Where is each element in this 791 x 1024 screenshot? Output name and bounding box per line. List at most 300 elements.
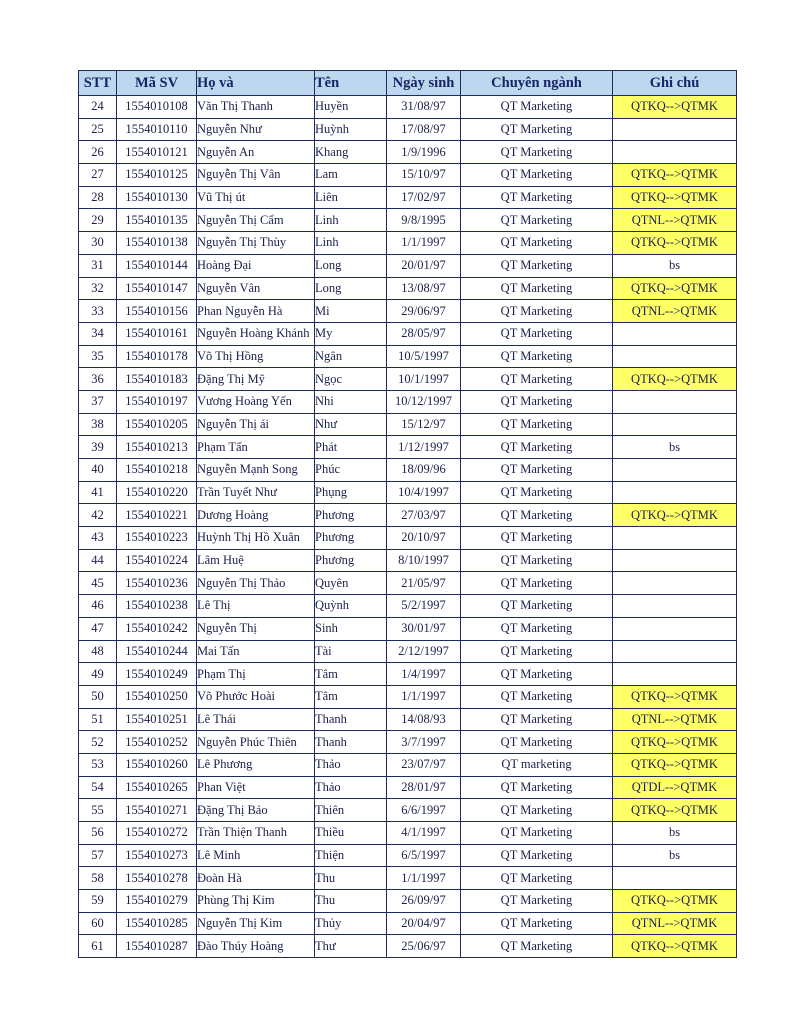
cell-ten: Quyên [315, 572, 387, 595]
cell-stt: 39 [79, 436, 117, 459]
table-row [79, 277, 737, 300]
cell-ma-sv: 1554010156 [117, 300, 197, 323]
cell-ngay-sinh: 15/10/97 [387, 164, 461, 187]
cell-ten: Phúc [315, 459, 387, 482]
cell-stt: 34 [79, 322, 117, 345]
cell-ma-sv: 1554010224 [117, 549, 197, 572]
cell-ma-sv: 1554010144 [117, 254, 197, 277]
cell-ma-sv: 1554010135 [117, 209, 197, 232]
cell-ghi-chu: QTKQ-->QTMK [613, 935, 737, 958]
cell-ten: Thảo [315, 776, 387, 799]
cell-ngay-sinh: 29/06/97 [387, 300, 461, 323]
cell-ma-sv: 1554010108 [117, 96, 197, 119]
cell-ho-va: Nguyễn Thị Kim [197, 912, 315, 935]
cell-ho-va: Hoàng Đại [197, 254, 315, 277]
cell-ma-sv: 1554010178 [117, 345, 197, 368]
cell-ho-va: Mai Tấn [197, 640, 315, 663]
table-row [79, 413, 737, 436]
cell-ghi-chu: QTKQ-->QTMK [613, 164, 737, 187]
table-row [79, 890, 737, 913]
cell-ngay-sinh: 31/08/97 [387, 96, 461, 119]
table-row [79, 481, 737, 504]
cell-ghi-chu [613, 118, 737, 141]
cell-ten: Thiên [315, 799, 387, 822]
cell-ghi-chu: QTKQ-->QTMK [613, 277, 737, 300]
cell-ngay-sinh: 8/10/1997 [387, 549, 461, 572]
cell-ten: Phụng [315, 481, 387, 504]
table-row [79, 731, 737, 754]
cell-ghi-chu: QTKQ-->QTMK [613, 799, 737, 822]
cell-ten: Long [315, 254, 387, 277]
cell-ghi-chu: QTKQ-->QTMK [613, 96, 737, 119]
cell-stt: 54 [79, 776, 117, 799]
cell-stt: 51 [79, 708, 117, 731]
header-ngay-sinh: Ngày sinh [387, 71, 461, 96]
cell-ten: Thiện [315, 844, 387, 867]
cell-stt: 45 [79, 572, 117, 595]
cell-stt: 28 [79, 186, 117, 209]
cell-ngay-sinh: 10/12/1997 [387, 390, 461, 413]
cell-stt: 33 [79, 300, 117, 323]
cell-stt: 58 [79, 867, 117, 890]
cell-chuyen-nganh: QT Marketing [461, 799, 613, 822]
cell-ngay-sinh: 6/5/1997 [387, 844, 461, 867]
header-row [79, 71, 737, 96]
cell-chuyen-nganh: QT Marketing [461, 890, 613, 913]
cell-stt: 38 [79, 413, 117, 436]
cell-ten: Phương [315, 549, 387, 572]
cell-stt: 55 [79, 799, 117, 822]
cell-ho-va: Nguyễn Mạnh Song [197, 459, 315, 482]
cell-ma-sv: 1554010238 [117, 595, 197, 618]
cell-ghi-chu: bs [613, 436, 737, 459]
cell-chuyen-nganh: QT Marketing [461, 685, 613, 708]
cell-ngay-sinh: 17/08/97 [387, 118, 461, 141]
cell-ho-va: Lê Phương [197, 753, 315, 776]
cell-ghi-chu: QTKQ-->QTMK [613, 685, 737, 708]
header-stt: STT [79, 71, 117, 96]
cell-ma-sv: 1554010121 [117, 141, 197, 164]
cell-chuyen-nganh: QT Marketing [461, 617, 613, 640]
cell-ten: Thảo [315, 753, 387, 776]
cell-ho-va: Phạm Tấn [197, 436, 315, 459]
cell-ghi-chu [613, 345, 737, 368]
cell-ho-va: Nguyễn Như [197, 118, 315, 141]
cell-ten: Phát [315, 436, 387, 459]
table-row [79, 867, 737, 890]
cell-ho-va: Võ Phước Hoài [197, 685, 315, 708]
cell-ghi-chu [613, 663, 737, 686]
table-row [79, 322, 737, 345]
table-row [79, 390, 737, 413]
cell-ngay-sinh: 20/01/97 [387, 254, 461, 277]
table-row [79, 436, 737, 459]
cell-ho-va: Vũ Thị út [197, 186, 315, 209]
cell-ho-va: Phùng Thị Kim [197, 890, 315, 913]
cell-ten: Thiều [315, 822, 387, 845]
table-row [79, 368, 737, 391]
cell-ma-sv: 1554010251 [117, 708, 197, 731]
cell-chuyen-nganh: QT Marketing [461, 164, 613, 187]
cell-ghi-chu: QTKQ-->QTMK [613, 753, 737, 776]
cell-chuyen-nganh: QT Marketing [461, 572, 613, 595]
cell-ghi-chu [613, 527, 737, 550]
cell-ghi-chu [613, 595, 737, 618]
cell-ho-va: Nguyễn Thị [197, 617, 315, 640]
cell-ten: Ngân [315, 345, 387, 368]
cell-stt: 42 [79, 504, 117, 527]
cell-ngay-sinh: 18/09/96 [387, 459, 461, 482]
cell-ma-sv: 1554010250 [117, 685, 197, 708]
cell-ngay-sinh: 20/04/97 [387, 912, 461, 935]
table-row [79, 549, 737, 572]
cell-stt: 49 [79, 663, 117, 686]
cell-ghi-chu: bs [613, 254, 737, 277]
cell-ma-sv: 1554010183 [117, 368, 197, 391]
cell-chuyen-nganh: QT Marketing [461, 595, 613, 618]
cell-stt: 61 [79, 935, 117, 958]
cell-chuyen-nganh: QT Marketing [461, 186, 613, 209]
table-body [79, 96, 737, 958]
table-row [79, 459, 737, 482]
table-row [79, 708, 737, 731]
cell-ngay-sinh: 15/12/97 [387, 413, 461, 436]
cell-ghi-chu [613, 322, 737, 345]
cell-ho-va: Nguyễn An [197, 141, 315, 164]
cell-chuyen-nganh: QT Marketing [461, 96, 613, 119]
cell-ghi-chu: bs [613, 844, 737, 867]
cell-ma-sv: 1554010249 [117, 663, 197, 686]
cell-chuyen-nganh: QT Marketing [461, 867, 613, 890]
cell-ma-sv: 1554010125 [117, 164, 197, 187]
cell-chuyen-nganh: QT Marketing [461, 459, 613, 482]
table-row [79, 595, 737, 618]
cell-stt: 37 [79, 390, 117, 413]
cell-ngay-sinh: 1/1/1997 [387, 685, 461, 708]
table-row [79, 504, 737, 527]
cell-ten: Tâm [315, 663, 387, 686]
cell-ma-sv: 1554010205 [117, 413, 197, 436]
table-header [79, 71, 737, 96]
cell-ghi-chu [613, 390, 737, 413]
cell-ma-sv: 1554010244 [117, 640, 197, 663]
cell-ngay-sinh: 2/12/1997 [387, 640, 461, 663]
cell-ho-va: Phan Nguyễn Hà [197, 300, 315, 323]
cell-ngay-sinh: 1/12/1997 [387, 436, 461, 459]
cell-ho-va: Huỳnh Thị Hồ Xuân [197, 527, 315, 550]
cell-ngay-sinh: 13/08/97 [387, 277, 461, 300]
cell-ho-va: Nguyễn Thị Cẩm [197, 209, 315, 232]
cell-stt: 60 [79, 912, 117, 935]
cell-chuyen-nganh: QT Marketing [461, 731, 613, 754]
header-ghi-chu: Ghi chú [613, 71, 737, 96]
cell-chuyen-nganh: QT Marketing [461, 708, 613, 731]
cell-ho-va: Nguyễn Thị Thùy [197, 232, 315, 255]
cell-ho-va: Phạm Thị [197, 663, 315, 686]
cell-ma-sv: 1554010242 [117, 617, 197, 640]
cell-ngay-sinh: 10/4/1997 [387, 481, 461, 504]
cell-chuyen-nganh: QT Marketing [461, 935, 613, 958]
cell-ma-sv: 1554010220 [117, 481, 197, 504]
cell-chuyen-nganh: QT Marketing [461, 663, 613, 686]
table-row [79, 118, 737, 141]
cell-ten: Tài [315, 640, 387, 663]
cell-stt: 56 [79, 822, 117, 845]
cell-ten: Như [315, 413, 387, 436]
cell-ten: Linh [315, 232, 387, 255]
cell-chuyen-nganh: QT Marketing [461, 776, 613, 799]
cell-ma-sv: 1554010223 [117, 527, 197, 550]
cell-stt: 35 [79, 345, 117, 368]
cell-ten: Long [315, 277, 387, 300]
cell-ten: Thu [315, 890, 387, 913]
cell-stt: 29 [79, 209, 117, 232]
cell-chuyen-nganh: QT Marketing [461, 481, 613, 504]
cell-chuyen-nganh: QT Marketing [461, 209, 613, 232]
cell-ma-sv: 1554010221 [117, 504, 197, 527]
cell-ma-sv: 1554010265 [117, 776, 197, 799]
cell-ngay-sinh: 5/2/1997 [387, 595, 461, 618]
table-row [79, 617, 737, 640]
cell-ho-va: Nguyễn Vân [197, 277, 315, 300]
cell-ghi-chu: QTNL-->QTMK [613, 912, 737, 935]
cell-stt: 46 [79, 595, 117, 618]
cell-ho-va: Trần Tuyết Như [197, 481, 315, 504]
cell-ten: Quỳnh [315, 595, 387, 618]
cell-ho-va: Nguyễn Thị Thảo [197, 572, 315, 595]
cell-ghi-chu: QTKQ-->QTMK [613, 731, 737, 754]
cell-stt: 59 [79, 890, 117, 913]
cell-ghi-chu [613, 867, 737, 890]
table-row [79, 186, 737, 209]
cell-ma-sv: 1554010271 [117, 799, 197, 822]
table-row [79, 685, 737, 708]
cell-ten: Mi [315, 300, 387, 323]
cell-ghi-chu [613, 481, 737, 504]
cell-stt: 41 [79, 481, 117, 504]
cell-stt: 30 [79, 232, 117, 255]
cell-ma-sv: 1554010273 [117, 844, 197, 867]
cell-ho-va: Trần Thiện Thanh [197, 822, 315, 845]
cell-chuyen-nganh: QT Marketing [461, 640, 613, 663]
table-row [79, 844, 737, 867]
cell-ho-va: Nguyễn Thị Vân [197, 164, 315, 187]
cell-chuyen-nganh: QT marketing [461, 753, 613, 776]
cell-ghi-chu: QTNL-->QTMK [613, 209, 737, 232]
cell-ngay-sinh: 25/06/97 [387, 935, 461, 958]
cell-ma-sv: 1554010252 [117, 731, 197, 754]
table-row [79, 776, 737, 799]
cell-ngay-sinh: 10/5/1997 [387, 345, 461, 368]
cell-ghi-chu [613, 413, 737, 436]
cell-ma-sv: 1554010236 [117, 572, 197, 595]
cell-ten: Liên [315, 186, 387, 209]
cell-ten: Phương [315, 504, 387, 527]
table-row [79, 753, 737, 776]
cell-ten: Huyền [315, 96, 387, 119]
cell-chuyen-nganh: QT Marketing [461, 254, 613, 277]
cell-ngay-sinh: 27/03/97 [387, 504, 461, 527]
cell-ngay-sinh: 17/02/97 [387, 186, 461, 209]
cell-ghi-chu: QTKQ-->QTMK [613, 186, 737, 209]
table-row [79, 912, 737, 935]
cell-ho-va: Lâm Huệ [197, 549, 315, 572]
cell-ghi-chu [613, 549, 737, 572]
cell-ghi-chu: QTKQ-->QTMK [613, 504, 737, 527]
cell-stt: 44 [79, 549, 117, 572]
cell-chuyen-nganh: QT Marketing [461, 504, 613, 527]
cell-ngay-sinh: 1/4/1997 [387, 663, 461, 686]
cell-ghi-chu: QTKQ-->QTMK [613, 232, 737, 255]
cell-ho-va: Lê Minh [197, 844, 315, 867]
cell-chuyen-nganh: QT Marketing [461, 822, 613, 845]
cell-ten: Thủy [315, 912, 387, 935]
cell-stt: 50 [79, 685, 117, 708]
cell-ho-va: Võ Thị Hồng [197, 345, 315, 368]
header-chuyen-nganh: Chuyên ngành [461, 71, 613, 96]
cell-stt: 43 [79, 527, 117, 550]
table-row [79, 254, 737, 277]
cell-ma-sv: 1554010197 [117, 390, 197, 413]
cell-chuyen-nganh: QT Marketing [461, 368, 613, 391]
header-ma-sv: Mã SV [117, 71, 197, 96]
cell-ten: Thanh [315, 731, 387, 754]
cell-stt: 47 [79, 617, 117, 640]
cell-ten: Ngọc [315, 368, 387, 391]
table-row [79, 232, 737, 255]
header-ten: Tên [315, 71, 387, 96]
table-row [79, 300, 737, 323]
cell-ghi-chu [613, 617, 737, 640]
cell-chuyen-nganh: QT Marketing [461, 413, 613, 436]
cell-chuyen-nganh: QT Marketing [461, 300, 613, 323]
table-row [79, 663, 737, 686]
cell-ngay-sinh: 28/01/97 [387, 776, 461, 799]
cell-stt: 31 [79, 254, 117, 277]
cell-ho-va: Đặng Thị Bảo [197, 799, 315, 822]
cell-ngay-sinh: 6/6/1997 [387, 799, 461, 822]
cell-stt: 52 [79, 731, 117, 754]
cell-ho-va: Nguyễn Phúc Thiên [197, 731, 315, 754]
cell-ho-va: Đoàn Hà [197, 867, 315, 890]
cell-ma-sv: 1554010138 [117, 232, 197, 255]
cell-ma-sv: 1554010260 [117, 753, 197, 776]
table-row [79, 96, 737, 119]
cell-ngay-sinh: 14/08/93 [387, 708, 461, 731]
table-row [79, 164, 737, 187]
cell-stt: 57 [79, 844, 117, 867]
cell-ho-va: Nguyễn Hoàng Khánh [197, 322, 315, 345]
cell-ten: My [315, 322, 387, 345]
cell-ten: Sinh [315, 617, 387, 640]
cell-ma-sv: 1554010213 [117, 436, 197, 459]
cell-chuyen-nganh: QT Marketing [461, 118, 613, 141]
cell-ho-va: Dương Hoàng [197, 504, 315, 527]
cell-ten: Huỳnh [315, 118, 387, 141]
cell-stt: 24 [79, 96, 117, 119]
cell-ngay-sinh: 23/07/97 [387, 753, 461, 776]
cell-ma-sv: 1554010110 [117, 118, 197, 141]
cell-ngay-sinh: 1/1/1997 [387, 867, 461, 890]
table-row [79, 141, 737, 164]
cell-ten: Thu [315, 867, 387, 890]
cell-ma-sv: 1554010147 [117, 277, 197, 300]
cell-ghi-chu [613, 572, 737, 595]
cell-ngay-sinh: 1/1/1997 [387, 232, 461, 255]
cell-ho-va: Lê Thị [197, 595, 315, 618]
cell-chuyen-nganh: QT Marketing [461, 232, 613, 255]
table-row [79, 572, 737, 595]
cell-ngay-sinh: 9/8/1995 [387, 209, 461, 232]
table-row [79, 345, 737, 368]
table-row [79, 640, 737, 663]
cell-ghi-chu: QTNL-->QTMK [613, 708, 737, 731]
cell-ten: Linh [315, 209, 387, 232]
cell-ho-va: Đào Thúy Hoàng [197, 935, 315, 958]
cell-ten: Khang [315, 141, 387, 164]
cell-ten: Thanh [315, 708, 387, 731]
cell-stt: 25 [79, 118, 117, 141]
cell-ghi-chu: QTKQ-->QTMK [613, 890, 737, 913]
cell-ma-sv: 1554010272 [117, 822, 197, 845]
cell-ma-sv: 1554010218 [117, 459, 197, 482]
cell-ma-sv: 1554010130 [117, 186, 197, 209]
cell-chuyen-nganh: QT Marketing [461, 912, 613, 935]
cell-stt: 36 [79, 368, 117, 391]
cell-stt: 27 [79, 164, 117, 187]
cell-chuyen-nganh: QT Marketing [461, 141, 613, 164]
cell-ghi-chu [613, 141, 737, 164]
cell-ghi-chu: QTKQ-->QTMK [613, 368, 737, 391]
cell-ngay-sinh: 3/7/1997 [387, 731, 461, 754]
header-ho-va: Họ và [197, 71, 315, 96]
cell-stt: 32 [79, 277, 117, 300]
cell-ghi-chu: QTNL-->QTMK [613, 300, 737, 323]
cell-ma-sv: 1554010278 [117, 867, 197, 890]
cell-ho-va: Lê Thái [197, 708, 315, 731]
table-row [79, 209, 737, 232]
cell-stt: 40 [79, 459, 117, 482]
cell-chuyen-nganh: QT Marketing [461, 277, 613, 300]
cell-stt: 26 [79, 141, 117, 164]
cell-ngay-sinh: 21/05/97 [387, 572, 461, 595]
cell-ngay-sinh: 20/10/97 [387, 527, 461, 550]
cell-ma-sv: 1554010279 [117, 890, 197, 913]
cell-chuyen-nganh: QT Marketing [461, 844, 613, 867]
cell-chuyen-nganh: QT Marketing [461, 436, 613, 459]
table-row [79, 527, 737, 550]
cell-ngay-sinh: 10/1/1997 [387, 368, 461, 391]
cell-ten: Nhi [315, 390, 387, 413]
cell-ghi-chu [613, 640, 737, 663]
cell-ma-sv: 1554010287 [117, 935, 197, 958]
cell-ten: Tâm [315, 685, 387, 708]
table-row [79, 799, 737, 822]
student-table [78, 70, 737, 958]
cell-ghi-chu: bs [613, 822, 737, 845]
cell-ten: Lam [315, 164, 387, 187]
cell-ten: Phương [315, 527, 387, 550]
cell-ngay-sinh: 1/9/1996 [387, 141, 461, 164]
cell-chuyen-nganh: QT Marketing [461, 549, 613, 572]
cell-ho-va: Vương Hoàng Yến [197, 390, 315, 413]
cell-ngay-sinh: 4/1/1997 [387, 822, 461, 845]
cell-ho-va: Phan Việt [197, 776, 315, 799]
cell-ngay-sinh: 30/01/97 [387, 617, 461, 640]
cell-chuyen-nganh: QT Marketing [461, 345, 613, 368]
cell-stt: 53 [79, 753, 117, 776]
cell-chuyen-nganh: QT Marketing [461, 527, 613, 550]
